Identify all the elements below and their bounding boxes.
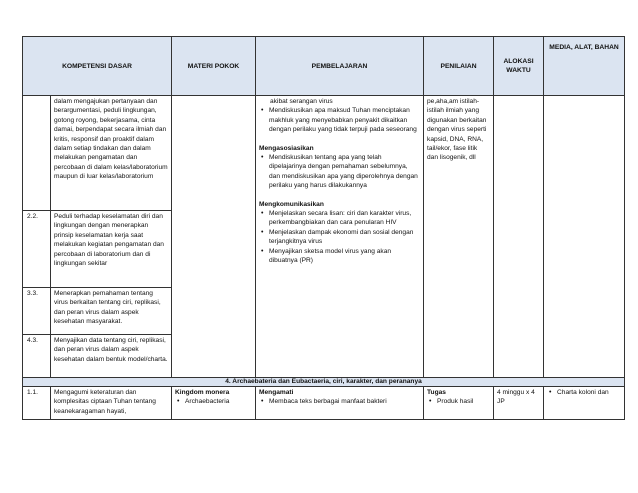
list-item: • Menjelaskan dampak ekonomi dan sosial dengan terjangkitnya virus bbox=[259, 228, 420, 247]
kd-text: Menyajikan data tentang ciri, replikasi, dan peran virus dalam aspek kesehatan dalam bentuk model/charta. bbox=[51, 335, 172, 378]
media-cell bbox=[544, 96, 625, 378]
materi-cell bbox=[172, 387, 256, 420]
header-row bbox=[23, 37, 625, 96]
kd-cont-text: dalam mengajukan pertanyaan dan berargumentasi, peduli lingkungan, gotong royong, bekerjasama, cinta damai, berpendapat secara ilmiah dan kritis, responsif dan proaktif dalam dalam setiap tindakan dan dalam melakukan pengamatan dan percobaan di dalam kelas/laboratorium maupun di luar kelas/laboratorium bbox=[54, 98, 168, 181]
kd-cont-cell bbox=[51, 96, 172, 211]
header-kompetensi: KOMPETENSI DASAR bbox=[23, 37, 172, 96]
penilaian-cell bbox=[424, 96, 494, 378]
list-item: • Membaca teks berbagai manfaat bakteri bbox=[259, 397, 420, 406]
pembelajaran-cell bbox=[256, 96, 424, 378]
media-cell bbox=[544, 387, 625, 420]
pemb-cont-line: akibat serangan virus bbox=[270, 98, 333, 105]
kd-text: Mengagumi keteraturan dan komplesitas ciptaan Tuhan tentang keanekaragaman hayati, bbox=[51, 387, 172, 420]
kd-text: Peduli terhadap keselamatan diri dan lingkungan dengan menerapkan prinsip keselamatan kerja saat melakukan kegiatan pengamatan dan percobaan di laboratorium dan di lingkungan sekitar bbox=[51, 211, 172, 288]
list-item: • Mendiskusikan tentang apa yang telah dipelajarinya dengan pemahaman sebelumnya, dan mendiskusikan apa yang diperolehnya dengan perilaku yang harus dilakukannya bbox=[259, 153, 420, 191]
materi-cell bbox=[172, 96, 256, 378]
pembelajaran-cell bbox=[256, 387, 424, 420]
materi-heading: Kingdom monera bbox=[175, 389, 230, 396]
kd-number-cell bbox=[23, 96, 51, 211]
list-item: • Menyajikan sketsa model virus yang akan dibuatnya (PR) bbox=[259, 247, 420, 266]
list-item: • Archaebacteria bbox=[175, 397, 252, 406]
kd-number: 4.3. bbox=[23, 335, 51, 378]
list-item: • Mendiskusikan apa maksud Tuhan menciptakan makhluk yang menyebabkan penyakit dikaitkan dengan perilaku yang tidak terpuji pada seseorang bbox=[259, 106, 420, 134]
topic-title: 4. Archaebateria dan Eubactaeria, ciri, karakter, dan perananya bbox=[23, 378, 625, 387]
header-penilaian: PENILAIAN bbox=[424, 37, 494, 96]
table-row bbox=[23, 96, 625, 211]
alokasi-cell bbox=[494, 96, 544, 378]
penilaian-cell bbox=[424, 387, 494, 420]
header-media: MEDIA, ALAT, BAHAN bbox=[544, 37, 625, 96]
topic-row bbox=[23, 378, 625, 387]
penilaian-text: pe,aha,am istilah-istilah ilmiah yang digunakan berkaitan dengan virus seperti kapsid, DNA, RNA, tail/ekor, fase litik dan lisogenik, dll bbox=[427, 98, 487, 162]
heading-komunikasi: Mengkomunikasikan bbox=[259, 200, 324, 208]
penilaian-heading: Tugas bbox=[427, 389, 446, 396]
pemb-heading: Mengamati bbox=[259, 389, 294, 396]
header-alokasi: ALOKASI WAKTU bbox=[494, 37, 544, 96]
kd-number: 2.2. bbox=[23, 211, 51, 288]
kd-number: 1.1. bbox=[23, 387, 51, 420]
table-row bbox=[23, 387, 625, 420]
header-pembelajaran: PEMBELAJARAN bbox=[256, 37, 424, 96]
heading-asosiasi: Mengasosiasikan bbox=[259, 144, 314, 152]
syllabus-table bbox=[22, 36, 625, 420]
list-item: • Charta koloni dan bbox=[547, 388, 621, 397]
list-item: • Menjelaskan secara lisan: ciri dan karakter virus, perkembangbiakan dan cara penularan HIV bbox=[259, 209, 420, 228]
alokasi-cell: 4 minggu x 4 JP bbox=[494, 387, 544, 420]
kd-number: 3.3. bbox=[23, 288, 51, 335]
header-materi: MATERI POKOK bbox=[172, 37, 256, 96]
list-item: • Produk hasil bbox=[427, 397, 490, 406]
kd-text: Menerapkan pemahaman tentang virus berkaitan tentang ciri, replikasi, dan peran virus dalam aspek kesehatan masyarakat. bbox=[51, 288, 172, 335]
